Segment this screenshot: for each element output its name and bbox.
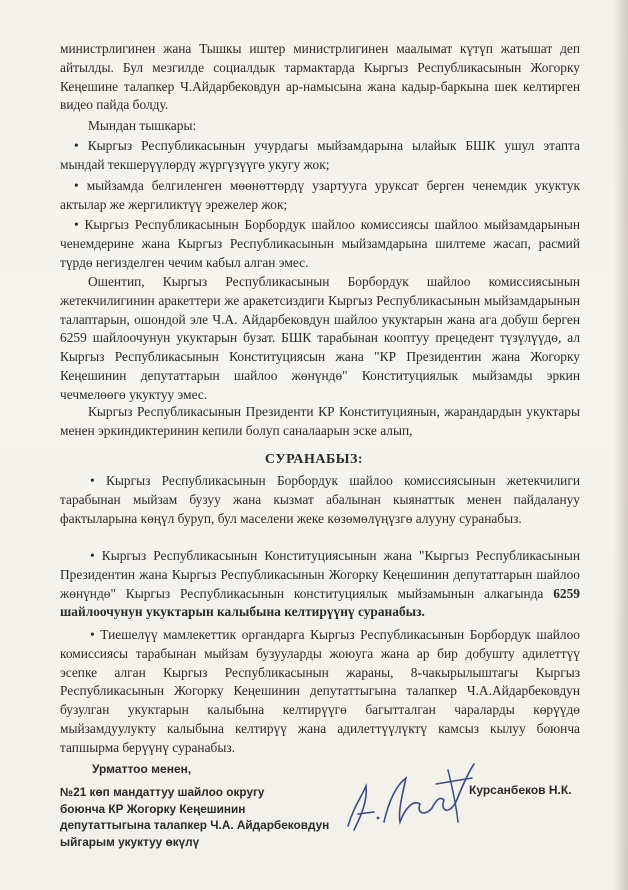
request-text: • Кыргыз Республикасынын Конституциясынын жана "Кыргыз Республикасынын Президентин жана Кыргыз Республикасынын Жогорку Кеңешинин депутаттарын шайлоо жөнүндө" Кыргыз Республикасынын конституциялык мыйзамынын алкагында [60, 548, 580, 601]
paragraph-thus: Ошентип, Кыргыз Республикасынын Борбордук шайлоо комиссиясынын жетекчилигинин аракеттери же аракетсиздиги Кыргыз Республикасынын мыйзамдарынын талаптарын, ошондой эле Ч.А. Айдарбековдун шайлоо укуктарын жана ага добуш берген 6259 шайлоочунун укуктарын бузат. БШК тарабынан кооптуу прецедент түзүлүүдө, ал Кыргыз Республикасынын Конституциясын жана "КР Президентин жана Жогорку Кеңешинин депутаттарын шайлоо жөнүндө" Конституциялык мыйзамды эркин чечмелөөгө укуктуу эмес. [60, 274, 580, 402]
signatory-block [60, 784, 360, 850]
request-text: • Тиешелүү мамлекеттик органдарга Кыргыз Республикасынын Борбордук шайлоо комиссиясы тарабынан мыйзам бузууларды жоюуга жана ар бир добушту адилеттүү эсепке алган Кыргыз Республикасынын жараны, 8-чакырылыштагы Кыргыз Республикасынын Жогорку Кеңешинин депутаттыгына талапкер Ч.А.Айдарбековдун бузулган укуктарын калыбына келтирүүгө багытталган чараларды көрүүдө мыйзамдуулукту калыбына келтирүү жана адилеттүүлүктү камсыз кылуу боюнча тапшырма берүүнү суранабыз. [60, 627, 580, 755]
bullet-item-2 [60, 177, 580, 215]
bullet-text: • Кыргыз Республикасынын учурдагы мыйзамдарына ылайык БШК ушул этапта мындай текшерүүлөрдү жүргүзүүгө укугу жок; [60, 138, 580, 172]
paragraph-president: Кыргыз Республикасынын Президенти КР Конституциянын, жарандардын укуктары менен эркиндиктеринин кепили болуп саналаарын эске алып, [60, 404, 580, 438]
request-bold-text: 6259 шайлоочунун укуктарын калыбына келтирүүнү суранабыз. [60, 585, 580, 620]
request-text: • Кыргыз Республикасынын Борбордук шайлоо комиссиясынын жетекчилиги тарабынан мыйзам бузуу жана кызмат абалынан кыянаттык менен пайдалануу фактыларына көңүл буруп, бул маселени жеке көзөмөлүңүзгө алууну суранабыз. [60, 473, 580, 526]
paragraph-besides: Мындан тышкары: [88, 118, 197, 133]
signatory-line: ыйгарым укуктуу өкүлү [60, 834, 200, 849]
closing-phrase: Урматтоо менен, [92, 762, 192, 776]
signatory-line: №21 көп мандаттуу шайлоо округу [60, 785, 265, 799]
bullet-text: • мыйзамда белгиленген мөөнөттөрдү узартууга уруксат берген ченемдик укуктук актылар же жергиликтүү эрежелер жок; [60, 178, 580, 212]
request-item-3 [60, 626, 580, 758]
bullet-item-3 [60, 216, 580, 272]
request-item-2 [60, 547, 580, 622]
handwritten-signature [340, 756, 480, 846]
requests-heading: СУРАНАБЫЗ: [264, 452, 364, 467]
signatory-line: боюнча КР Жогорку Кеңешинин [60, 801, 246, 816]
bullet-text: • Кыргыз Республикасынын Борбордук шайлоо комиссиясы шайлоо мыйзамдарынын ченемдерине жана Кыргыз Республикасынын мыйзамдарына шилтеме жасап, расмий түрдө негизделген чечим кабыл алган эмес. [60, 217, 580, 270]
paragraph-intro: министрлигинен жана Тышкы иштер министрлигинен маалымат күтүп жатышат деп айтылды. Бул мезгилде социалдык тармактарда Кыргыз Республикасынын Жогорку Кеңешине талапкер Ч.Айдарбековдун ар-намысына жана кадыр-баркына шек келтирген видео пайда болду. [60, 41, 580, 113]
request-item-1 [60, 472, 580, 528]
bullet-item-1 [60, 137, 580, 175]
signatory-name: Курсанбеков Н.К. [469, 783, 572, 797]
signatory-line: депутаттыгына талапкер Ч.А. Айдарбековдун [60, 818, 330, 832]
